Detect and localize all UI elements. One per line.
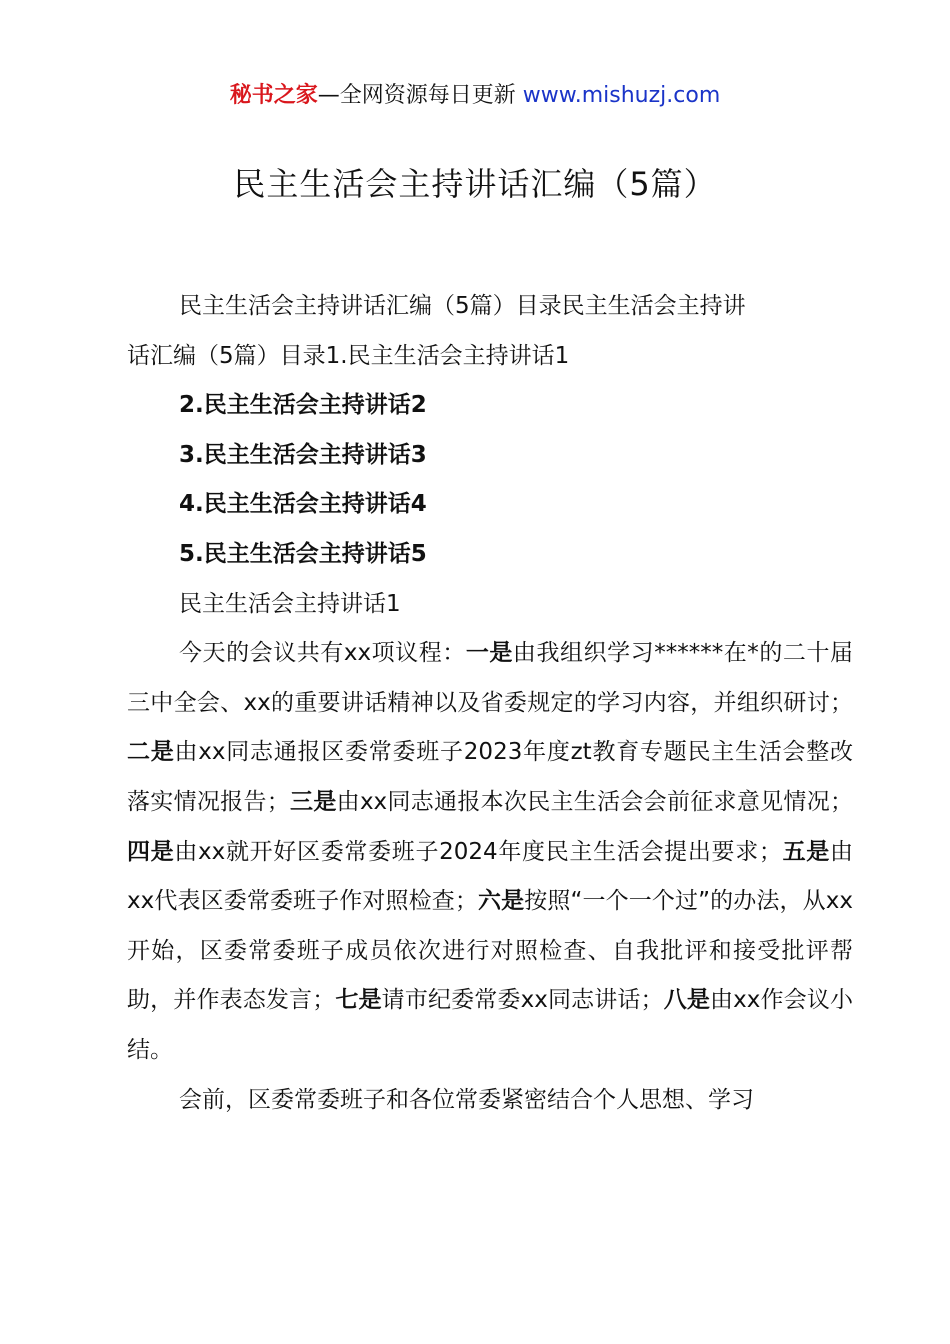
site-banner (0, 80, 950, 112)
closing-paragraph: 会前，区委常委班子和各位常委紧密结合个人思想、学习 (179, 1086, 754, 1113)
site-url[interactable]: www.mishuzj.com (522, 83, 721, 108)
agenda-item-2: 由xx同志通报区委常委班子2023年度zt教育专题民主生活会整改落实情况报告； (127, 739, 853, 815)
toc-item: 5.民主生活会主持讲话5 (179, 540, 427, 567)
agenda-key-4: 四是 (127, 838, 175, 865)
toc-item: 3.民主生活会主持讲话3 (179, 441, 427, 468)
agenda-key-3: 三是 (289, 788, 337, 815)
toc-item: 4.民主生活会主持讲话4 (179, 491, 427, 518)
agenda-paragraph (127, 629, 853, 1075)
section-heading: 民主生活会主持讲话1 (179, 590, 401, 617)
agenda-key-6: 六是 (477, 888, 525, 915)
agenda-key-5: 五是 (781, 838, 830, 865)
agenda-intro: 今天的会议共有xx项议程： (179, 640, 466, 667)
agenda-key-2: 二是 (127, 739, 175, 766)
intro-line-2: 话汇编（5篇）目录1.民主生活会主持讲话1 (127, 342, 570, 369)
document-title: 民主生活会主持讲话汇编（5篇） (233, 165, 717, 203)
agenda-item-6: 按照“一个一个过”的办法，从xx开始，区委常委班子成员依次进行对照检查、自我批评和接受批评帮助，并作表态发言； (127, 888, 853, 1014)
agenda-item-7: 请市纪委常委xx同志讲话； (381, 987, 664, 1014)
toc-item: 2.民主生活会主持讲话2 (179, 392, 427, 419)
agenda-key-8: 八是 (663, 987, 711, 1014)
agenda-key-1: 一是 (465, 640, 513, 667)
intro-paragraph (127, 282, 853, 381)
agenda-item-1: 由我组织学习******在*的二十届三中全会、xx的重要讲话精神以及省委规定的学习内容，并组织研讨； (127, 640, 854, 716)
banner-tagline: —全网资源每日更新 (317, 83, 523, 108)
agenda-item-5: 由xx代表区委常委班子作对照检查； (127, 838, 853, 915)
document-body (127, 282, 853, 1125)
intro-line-1: 民主生活会主持讲话汇编（5篇）目录民主生活会主持讲 (179, 293, 746, 319)
agenda-item-3: 由xx同志通报本次民主生活会会前征求意见情况； (336, 788, 854, 815)
agenda-item-4: 由xx就开好区委常委班子2024年度民主生活会提出要求； (174, 838, 782, 865)
agenda-item-8: 由xx作会议小结。 (127, 987, 853, 1063)
agenda-key-7: 七是 (335, 987, 382, 1014)
brand-name: 秘书之家 (229, 83, 318, 108)
